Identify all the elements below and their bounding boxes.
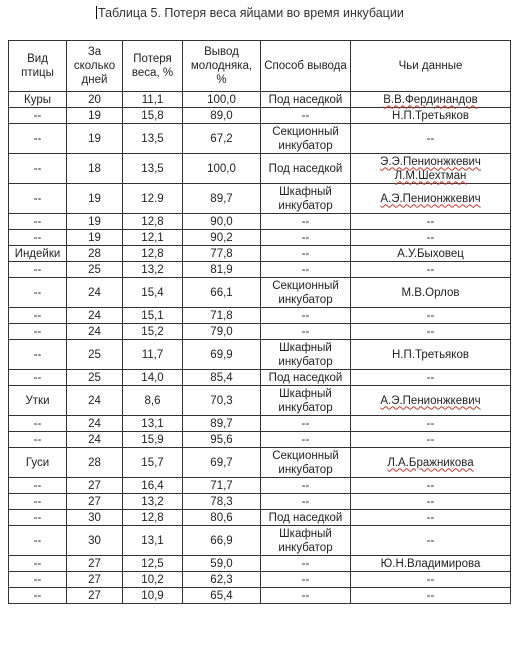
cell-source: -- xyxy=(351,416,511,432)
cell-hatch: 85,4 xyxy=(183,370,261,386)
cell-days: 24 xyxy=(67,278,123,308)
table-title xyxy=(96,6,404,20)
cell-days: 24 xyxy=(67,324,123,340)
table-row xyxy=(9,340,511,370)
cell-source: Ю.Н.Владимирова xyxy=(351,556,511,572)
cell-method: Секционный инкубатор xyxy=(261,448,351,478)
cell-source: А.Э.Пенионжкевич xyxy=(351,386,511,416)
cell-weight-loss: 13,2 xyxy=(123,494,183,510)
cell-hatch: 69,7 xyxy=(183,448,261,478)
cell-hatch: 95,6 xyxy=(183,432,261,448)
cell-bird: Гуси xyxy=(9,448,67,478)
cell-bird: -- xyxy=(9,416,67,432)
table-row xyxy=(9,278,511,308)
cell-days: 27 xyxy=(67,556,123,572)
cell-weight-loss: 11,7 xyxy=(123,340,183,370)
cell-weight-loss: 12,5 xyxy=(123,556,183,572)
table-row xyxy=(9,510,511,526)
table-row xyxy=(9,230,511,246)
cell-days: 18 xyxy=(67,154,123,184)
cell-bird: -- xyxy=(9,214,67,230)
cell-method: -- xyxy=(261,494,351,510)
header-bird: Вид птицы xyxy=(9,41,67,92)
cell-hatch: 79,0 xyxy=(183,324,261,340)
cell-method: Секционный инкубатор xyxy=(261,124,351,154)
cell-days: 25 xyxy=(67,370,123,386)
cell-source: -- xyxy=(351,214,511,230)
cell-hatch: 62,3 xyxy=(183,572,261,588)
cell-weight-loss: 8,6 xyxy=(123,386,183,416)
cell-weight-loss: 16,4 xyxy=(123,478,183,494)
cell-days: 19 xyxy=(67,108,123,124)
table-row xyxy=(9,526,511,556)
cell-bird: -- xyxy=(9,230,67,246)
cell-bird: -- xyxy=(9,478,67,494)
table-row xyxy=(9,370,511,386)
table-row xyxy=(9,432,511,448)
table-title-text: Таблица 5. Потеря веса яйцами во время инкубации xyxy=(98,6,404,20)
cell-days: 27 xyxy=(67,588,123,604)
cell-method: -- xyxy=(261,262,351,278)
header-method: Способ вывода xyxy=(261,41,351,92)
cell-days: 30 xyxy=(67,510,123,526)
cell-source: А.Э.Пенионжкевич xyxy=(351,184,511,214)
cell-days: 27 xyxy=(67,572,123,588)
cell-bird: -- xyxy=(9,108,67,124)
cell-method: -- xyxy=(261,432,351,448)
cell-bird: -- xyxy=(9,432,67,448)
cell-bird: -- xyxy=(9,556,67,572)
cell-weight-loss: 12,8 xyxy=(123,510,183,526)
cell-bird: -- xyxy=(9,278,67,308)
cell-weight-loss: 13,2 xyxy=(123,262,183,278)
cell-method: -- xyxy=(261,416,351,432)
cell-bird: -- xyxy=(9,154,67,184)
cell-source: -- xyxy=(351,370,511,386)
cell-source: Э.Э.Пенионжкевич Л.М.Шехтман xyxy=(351,154,511,184)
cell-source: Л.А.Бражникова xyxy=(351,448,511,478)
cell-weight-loss: 13,5 xyxy=(123,154,183,184)
cell-hatch: 66,9 xyxy=(183,526,261,556)
cell-days: 28 xyxy=(67,246,123,262)
cell-bird: Утки xyxy=(9,386,67,416)
cell-weight-loss: 15,7 xyxy=(123,448,183,478)
header-weight-loss: Потеря веса, % xyxy=(123,41,183,92)
cell-source: А.У.Быховец xyxy=(351,246,511,262)
cell-days: 24 xyxy=(67,308,123,324)
cell-source: Н.П.Третьяков xyxy=(351,108,511,124)
cell-hatch: 81,9 xyxy=(183,262,261,278)
table-row xyxy=(9,92,511,108)
cell-weight-loss: 11,1 xyxy=(123,92,183,108)
cell-weight-loss: 10,2 xyxy=(123,572,183,588)
text-caret xyxy=(96,6,97,19)
cell-days: 20 xyxy=(67,92,123,108)
table-row xyxy=(9,588,511,604)
cell-bird: -- xyxy=(9,324,67,340)
cell-hatch: 80,6 xyxy=(183,510,261,526)
cell-days: 30 xyxy=(67,526,123,556)
cell-weight-loss: 13,1 xyxy=(123,526,183,556)
cell-method: -- xyxy=(261,588,351,604)
table-row xyxy=(9,572,511,588)
cell-source: В.В.Фердинандов xyxy=(351,92,511,108)
cell-days: 19 xyxy=(67,214,123,230)
cell-hatch: 71,8 xyxy=(183,308,261,324)
cell-hatch: 100,0 xyxy=(183,154,261,184)
table-header-row xyxy=(9,41,511,92)
cell-hatch: 100,0 xyxy=(183,92,261,108)
cell-hatch: 90,0 xyxy=(183,214,261,230)
cell-hatch: 69,9 xyxy=(183,340,261,370)
cell-weight-loss: 15,1 xyxy=(123,308,183,324)
cell-source: -- xyxy=(351,588,511,604)
cell-bird: -- xyxy=(9,526,67,556)
cell-method: -- xyxy=(261,572,351,588)
table-row xyxy=(9,448,511,478)
cell-source: М.В.Орлов xyxy=(351,278,511,308)
cell-source: -- xyxy=(351,262,511,278)
cell-bird: -- xyxy=(9,124,67,154)
cell-weight-loss: 15,4 xyxy=(123,278,183,308)
cell-method: Под наседкой xyxy=(261,510,351,526)
cell-bird: -- xyxy=(9,340,67,370)
cell-days: 25 xyxy=(67,340,123,370)
cell-method: Под наседкой xyxy=(261,92,351,108)
cell-weight-loss: 12,8 xyxy=(123,246,183,262)
cell-source: Н.П.Третьяков xyxy=(351,340,511,370)
cell-source: -- xyxy=(351,124,511,154)
cell-method: -- xyxy=(261,478,351,494)
cell-hatch: 65,4 xyxy=(183,588,261,604)
cell-method: -- xyxy=(261,246,351,262)
cell-method: -- xyxy=(261,214,351,230)
cell-hatch: 78,3 xyxy=(183,494,261,510)
cell-weight-loss: 14,0 xyxy=(123,370,183,386)
cell-days: 19 xyxy=(67,184,123,214)
table-row xyxy=(9,154,511,184)
cell-days: 19 xyxy=(67,230,123,246)
table-row xyxy=(9,262,511,278)
cell-method: Шкафный инкубатор xyxy=(261,526,351,556)
cell-hatch: 70,3 xyxy=(183,386,261,416)
cell-method: Под наседкой xyxy=(261,370,351,386)
cell-weight-loss: 13,1 xyxy=(123,416,183,432)
cell-days: 24 xyxy=(67,386,123,416)
cell-days: 28 xyxy=(67,448,123,478)
cell-method: -- xyxy=(261,324,351,340)
table-row xyxy=(9,416,511,432)
table-row xyxy=(9,308,511,324)
cell-source: -- xyxy=(351,572,511,588)
cell-hatch: 89,0 xyxy=(183,108,261,124)
cell-days: 24 xyxy=(67,432,123,448)
cell-weight-loss: 12,1 xyxy=(123,230,183,246)
cell-method: -- xyxy=(261,230,351,246)
cell-weight-loss: 15,8 xyxy=(123,108,183,124)
cell-method: Шкафный инкубатор xyxy=(261,386,351,416)
header-hatch: Вывод молодняка, % xyxy=(183,41,261,92)
cell-method: -- xyxy=(261,556,351,572)
cell-method: -- xyxy=(261,308,351,324)
cell-hatch: 59,0 xyxy=(183,556,261,572)
cell-method: Шкафный инкубатор xyxy=(261,184,351,214)
cell-hatch: 89,7 xyxy=(183,416,261,432)
header-days: За сколько дней xyxy=(67,41,123,92)
cell-bird: -- xyxy=(9,572,67,588)
cell-bird: -- xyxy=(9,494,67,510)
cell-source: -- xyxy=(351,494,511,510)
cell-hatch: 90,2 xyxy=(183,230,261,246)
cell-bird: Куры xyxy=(9,92,67,108)
cell-bird: -- xyxy=(9,370,67,386)
cell-source: -- xyxy=(351,324,511,340)
table-row xyxy=(9,478,511,494)
cell-method: Под наседкой xyxy=(261,154,351,184)
cell-weight-loss: 13,5 xyxy=(123,124,183,154)
cell-source: -- xyxy=(351,526,511,556)
cell-bird: -- xyxy=(9,262,67,278)
table-row xyxy=(9,386,511,416)
cell-bird: Индейки xyxy=(9,246,67,262)
cell-bird: -- xyxy=(9,588,67,604)
cell-hatch: 77,8 xyxy=(183,246,261,262)
table-row xyxy=(9,184,511,214)
cell-hatch: 71,7 xyxy=(183,478,261,494)
cell-hatch: 89,7 xyxy=(183,184,261,214)
cell-source: -- xyxy=(351,432,511,448)
table-row xyxy=(9,124,511,154)
table-row xyxy=(9,214,511,230)
cell-days: 19 xyxy=(67,124,123,154)
cell-source: -- xyxy=(351,510,511,526)
cell-bird: -- xyxy=(9,308,67,324)
cell-weight-loss: 12,8 xyxy=(123,214,183,230)
cell-days: 24 xyxy=(67,416,123,432)
cell-days: 25 xyxy=(67,262,123,278)
table-row xyxy=(9,246,511,262)
cell-method: Секционный инкубатор xyxy=(261,278,351,308)
cell-weight-loss: 12.9 xyxy=(123,184,183,214)
table-row xyxy=(9,108,511,124)
cell-source: -- xyxy=(351,230,511,246)
cell-hatch: 66,1 xyxy=(183,278,261,308)
table-row xyxy=(9,494,511,510)
cell-method: Шкафный инкубатор xyxy=(261,340,351,370)
table-row xyxy=(9,556,511,572)
cell-weight-loss: 15,9 xyxy=(123,432,183,448)
cell-days: 27 xyxy=(67,478,123,494)
cell-bird: -- xyxy=(9,184,67,214)
cell-days: 27 xyxy=(67,494,123,510)
cell-method: -- xyxy=(261,108,351,124)
incubation-table xyxy=(8,40,511,604)
cell-weight-loss: 15,2 xyxy=(123,324,183,340)
table-row xyxy=(9,324,511,340)
cell-source: -- xyxy=(351,308,511,324)
cell-weight-loss: 10,9 xyxy=(123,588,183,604)
cell-hatch: 67,2 xyxy=(183,124,261,154)
cell-bird: -- xyxy=(9,510,67,526)
cell-source: -- xyxy=(351,478,511,494)
header-source: Чьи данные xyxy=(351,41,511,92)
